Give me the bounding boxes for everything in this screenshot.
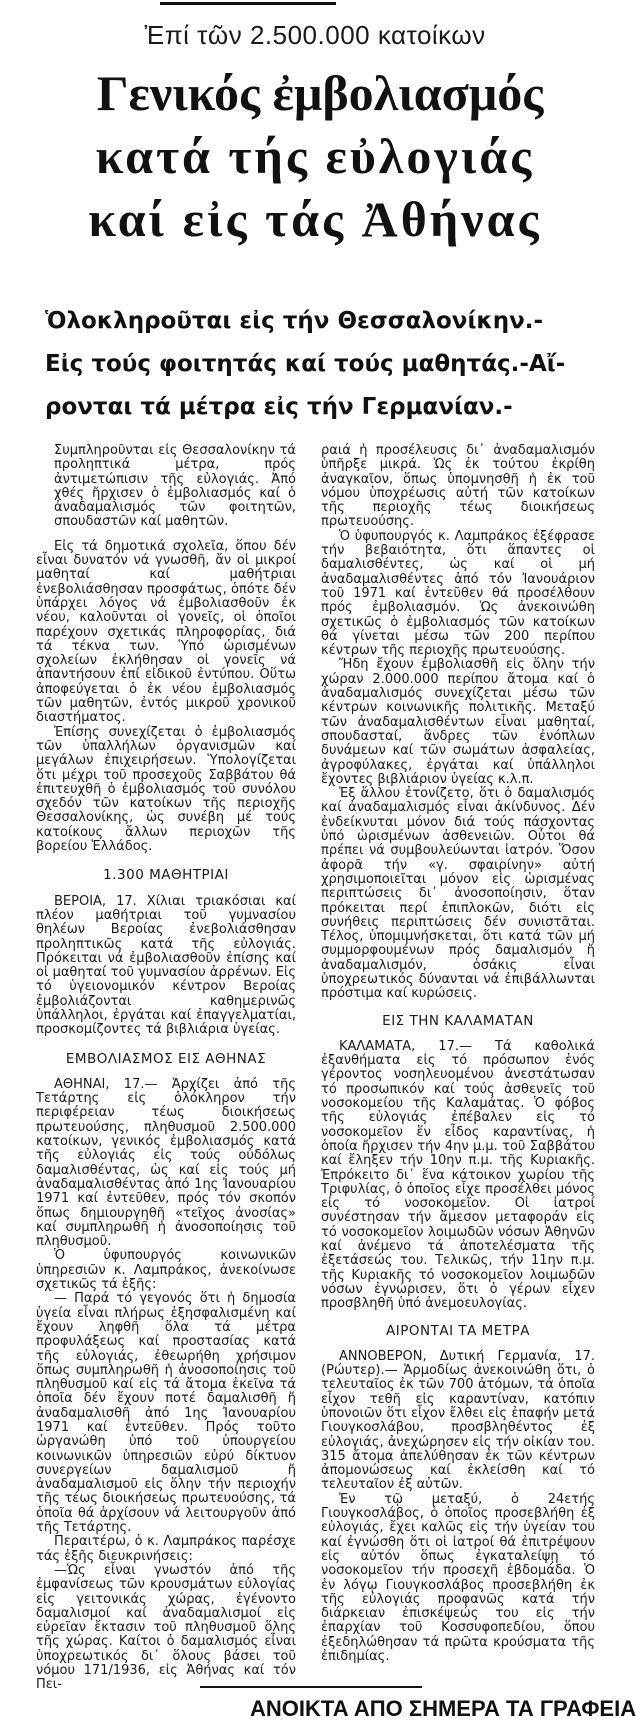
body-paragraph: —Ὡς εἶναι γνωστόν ἀπό τῆς ἐμφανίσεως τῶν κρουσμάτων εὐλογίας εἰς γειτονικάς χώρας, ἐγένοντο δαμαλισμοί καί ἀναδαμαλισμοί εἰς εὐρεῖαν ἔκτασιν τοῦ πληθυσμοῦ ὅλης τῆς χώρας. Καίτοι ὁ δαμαλισμός εἶναι ὑποχρεωτικός δι᾽ ὅλους βάσει τοῦ νόμου 171/1936, εἰς Ἀθήνας καί τόν Πει- — [36, 1562, 296, 1693]
subhead-line-1: Ὁλοκληροῦται εἰς τήν Θεσσαλονίκην.- — [45, 308, 544, 334]
headline-line-3: καί εἰς τάς Ἀθήνας — [88, 191, 542, 247]
left-column — [36, 444, 296, 1693]
continued-paragraph: ραιά ἡ προσέλευσις δι᾽ ἀναδαμαλισμόν ὑπῆρξε μικρά. Ὡς ἐκ τούτου ἐκρίθη ἀναγκαῖον, ὅπως ὑπομνησθῆ ἡ ἐκ τοῦ νόμου ὑποχρέωσις αὐτή τῶν κατοίκων τῆς περιοχῆς τέως διοικήσεως πρωτευούσης. — [321, 443, 595, 530]
right-column — [321, 444, 595, 1664]
body-paragraph: ΚΑΛΑΜΑΤΑ, 17.— Τά καθολικά ἐξανθήματα εἰς τό πρόσωπον ἑνός γέροντος νοσηλευομένου ἀνεστάτωσαν τό προσωπικόν καί τούς ἀσθενεῖς τοῦ νοσοκομείου τῆς Καλαμάτας. Ὁ φόβος τῆς εὐλογιάς ἐπέβαλεν εἰς τό νοσοκομεῖον ἕν εἶδος καραντίνας, ἡ ὁποία ἤρχισεν τήν 4ην μ.μ. τοῦ Σαββάτου καί ἔληξεν τήν 10ην π.μ. τῆς Κυριακῆς. Ἐπρόκειτο δι᾽ ἕνα κάτοικον χωρίου τῆς Τριφυλίας, ὁ ὁποῖος εἶχε προσέλθει μόνος εἰς τό νοσοκομεῖον. Οἱ ἰατροί συνέστησαν τήν ἄμεσον μεταφοράν εἰς τό νοσοκομεῖον λοιμωδῶν νόσων Ἀθηνῶν καί ἀνέμενο τά ἀποτελέσματα τῆς ἐξετάσεώς του. Τελικῶς, τήν 11ην π.μ. τῆς Κυριακῆς τό νοσοκομεῖον λοιμωδῶν νόσων ἐγνώρισεν, ὅτι ὁ γέρων εἶχεν προσβληθῆ ὑπό ἀνεμοευλογίας. — [321, 1038, 595, 1312]
main-headline — [0, 62, 630, 251]
lead-paragraph: Συμπληροῦνται εἰς Θεσσαλονίκην τά προληπτικά μέτρα, πρός ἀντιμετώπισιν τῆς εὐλογιάς. Ἀπό χθές ἤρχισεν ὁ ἐμβολιασμός καί ὁ ἀναδαμαλισμός τῶν φοιτητῶν, σπουδαστῶν καί μαθητῶν. — [54, 443, 296, 530]
subhead-line-2: Εἰς τούς φοιτητάς καί τούς μαθητάς.-Αἴ- — [45, 351, 566, 377]
headline-line-2: κατά τής εὐλογιάς — [95, 128, 535, 184]
body-paragraph: ΑΝΝΟΒΕΡΟΝ, Δυτική Γερμανία, 17. (Ρώυτερ).— Ἁρμοδίως ἀνεκοινώθη ὅτι, ὁ τελευταῖος ἐκ τῶν 700 ἀτόμων, τά ὁποῖα εἶχον τεθῆ εἰς καραντίναν, κατόπιν ὑπονοιῶν ὅτι εἶχον ἔλθει εἰς ἐπαφήν μετά Γιουγκοσλάβου, προσβληθέντος ἐξ εὐλογιάς, ἀνεχώρησεν εἰς τήν οἰκίαν του. 315 ἄτομα ἀπελύθησαν ἐκ τῶν κέντρων ἀπομονώσεως καί ἐκλείσθη καί τό τελευταῖον ἐξ αὐτῶν. — [321, 1348, 595, 1493]
top-rule-divider — [160, 2, 336, 5]
subhead-line-3: ρονται τά μέτρα εἰς τήν Γερμανίαν.- — [45, 394, 513, 420]
section-heading-athens: ΕΜΒΟΛΙΑΣΜΟΣ ΕΙΣ ΑΘΗΝΑΣ — [65, 1050, 267, 1067]
body-paragraph: Ἐξ ἄλλου ἐτονίζετο, ὅτι ὁ δαμαλισμός καί ἀναδαμαλισμός εἶναι ἀκίνδυνος. Δέν ἐνδείκνυται μόνον διά τούς πάσχοντας ὑπό ὡρισμένων ἀσθενειῶν. Οὗτοι θά πρέπει νά συμβουλεύωνται ἰατρόν. Ὅσον ἀφορᾶ τήν «γ. σφαιρίνην» αὐτή χρησιμοποιεῖται μόνον εἰς ὡρισμένας περιπτώσεις δι᾽ ἀνοσοποίησιν, ὅταν πρόκειται περί ἐπιπλοκῶν, διότι εἰς συνήθεις περιπτώσεις δέν συνιστᾶται. Τέλος, ὑπομιμνήσκεται, ὅτι κατά τῶν μή συμμορφουμένων πρός δαμαλισμόν ἤ ἀναδαμαλισμόν, ὁσάκις εἶναι ὑποχρεωτικός δύνανται νά ἐπιβάλλωνται πρόστιμα καί κυρώσεις. — [321, 786, 595, 1002]
section-heading-measures-lifted: ΑΙΡΟΝΤΑΙ ΤΑ ΜΕΤΡΑ — [386, 1322, 530, 1339]
body-paragraph: Ἐπίσης συνεχίζεται ὁ ἐμβολιασμός τῶν ὑπαλλήλων ὀργανισμῶν καί μεγάλων ἐπιχειρήσεων. Ὑπολογίζεται ὅτι μέχρι τοῦ προσεχοῦς Σαββάτου θά ἐπιτευχθῆ ὁ ἐμβολιασμός τοῦ συνόλου σχεδόν τῶν κατοίκων τῆς περιοχῆς Θεσσαλονίκης, ὡς συνέβη μέ τούς κατοίκους ἄλλων περιοχῶν τῆς βορείου Ἑλλάδος. — [36, 724, 296, 855]
subheadline — [45, 300, 605, 429]
body-paragraph: Ὁ ὑφυπουργός κοινωνικῶν ὑπηρεσιῶν κ. Λαμπράκος, ἀνεκοίνωσε σχετικῶς τά ἑξῆς: — [36, 1248, 296, 1293]
body-paragraph: ΑΘΗΝΑΙ, 17.— Ἀρχίζει ἀπό τῆς Τετάρτης εἰς ὁλόκληρον τήν περιφέρειαν τέως διοικήσεως πρωτευούσης, πληθυσμοῦ 2.500.000 κατοίκων, γενικός ἐμβολιασμός κατά τῆς εὐλογιάς εἰς τούς οὐδόλως δαμαλισθέντας, ὡς καί εἰς τούς μή ἀναδαμαλισθέντας ἀπό 1ης Ἰανουαρίου 1971 καί ἐντεῦθεν, πρός τόν σκοπόν ὅπως δημιουργηθῆ «τεῖχος ἀνοσίας» καί συμπληρωθῆ ἡ ἀνοσοποίησις τοῦ πληθυσμοῦ. — [36, 1076, 296, 1250]
section-heading-veroia: 1.300 ΜΑΘΗΤΡΙΑΙ — [103, 867, 229, 884]
body-paragraph: Ἤδη ἔχουν ἐμβολιασθῆ εἰς ὅλην τήν χώραν 2.000.000 περίπου ἄτομα καί ὁ ἀναδαμαλισμός συνεχίζεται μέσω τῶν κέντρων κοινωνικῆς πολιτικῆς. Μεταξύ τῶν ἀναδαμαλισθέντων εἶναι μαθηταί, σπουδασταί, ἄνδρες τῶν ἐνόπλων δυνάμεων καί τῶν σωμάτων ἀσφαλείας, ἀγροφύλακες, ἐργάται καί ὑπάλληλοι ἔχοντες βιβλιάριον ὑγείας κ.λ.π. — [321, 657, 595, 787]
body-paragraph: Εἰς τά δημοτικά σχολεῖα, ὅπου δέν εἶναι δυνατόν νά γνωσθῆ, ἄν οἱ μικροί μαθηταί καί μαθήτριαι ἐνεβολιάσθησαν προσφάτως, ὁπότε δέν ὑπάρχει λόγος νά ἐμβολιασθοῦν ἐκ νέου, καλοῦνται οἱ γονεῖς, οἱ ὁποῖοι παρέχουν σχετικάς πληροφορίας, διά τά τέκνα των. Ὑπό ὡρισμένων σχολείων ἐκλήθησαν οἱ γονεῖς νά ἀπαντήσουν ἐπί εἰδικοῦ ἐντύπου. Οὕτω ἀποφεύγεται ὁ ἐκ νέου ἐμβολιασμός τῶν μαθητῶν, ἐντός μικροῦ χρονικοῦ διαστήματος. — [36, 538, 296, 726]
body-paragraph: — Παρά τό γεγονός ὅτι ἡ δημοσία ὑγεία εἶναι πλήρως ἐξησφαλισμένη καί ἔχουν ληφθῆ ὅλα τά μέτρα προφυλάξεως καί προστασίας κατά τῆς εὐλογιάς, ἐθεωρήθη χρήσιμον ὅπως συμπληρωθῆ ἡ ἀνοσοποίησις τοῦ πληθυσμοῦ καί εἰς τά ἄτομα ἐκεῖνα τά ὁποῖα δέν ἔχουν ποτέ δαμαλισθῆ ἤ ἀναδαμαλισθῆ ἀπό 1ης Ἰανουαρίου 1971 καί ἐντεῦθεν. Πρός τοῦτο ὠργανώθη ὑπό τοῦ ὑπουργείου κοινωνικῶν ὑπηρεσιῶν εὐρύ δίκτυον συνεργείων δαμαλισμοῦ ἤ ἀναδαμαλισμοῦ εἰς ὅλην τήν περιοχήν τῆς τέως διοικήσεως πρωτευούσης, τά ὁποῖα θά ἀρχίσουν νά λειτουργοῦν ἀπό τῆς Τετάρτης. — [36, 1291, 296, 1536]
body-paragraph: ΒΕΡΟΙΑ, 17. Χίλιαι τριακόσιαι καί πλέον μαθήτριαι τοῦ γυμνασίου θηλέων Βεροίας ἐνεβολιάσθησαν προληπτικῶς κατά τῆς εὐλογιάς. Πρόκειται νά ἐμβολιασθοῦν ἐπίσης καί οἱ μαθηταί τοῦ γυμνασίου ἀρρένων. Εἰς τό ὑγειονομικόν κέντρον Βεροίας ἐμβολιάζονται καθημερινῶς ὑπάλληλοι, ἐργάται καί ἐπαγγελματίαι, προσκομίζοντες τά βιβλιάρια ὑγείας. — [36, 893, 296, 1038]
body-paragraph: Ἐν τῷ μεταξύ, ὁ 24ετής Γιουγκοσλάβος, ὁ ὁποῖος προσεβλήθη ἐξ εὐλογιάς, ἔχει καλῶς εἰς τήν ὑγείαν του καί ἐγνώσθη ὅτι οἱ ἰατροί θά ἐπιτρέψουν εἰς αὐτόν ὅπως ἐγκαταλείψῃ τό νοσοκομεῖον τήν προσεχῆ ἑβδομάδα. Ὁ ἐν λόγῳ Γιουγκοσλάβος προσεβλήθη ἐκ τῆς εὐλογιάς προφανῶς κατά τήν διάρκειαν ἐπισκέψεώς του εἰς τήν ἐπαρχίαν τοῦ Κοσσυφοπεδίου, ὅπου ἐξεδηλώθησαν τά πρῶτα κρούσματα τῆς ἐπιδημίας. — [321, 1491, 595, 1665]
kicker-line: Ἐπί τῶν 2.500.000 κατοίκων — [144, 20, 486, 50]
body-paragraph: Ὁ ὑφυπουργός κ. Λαμπράκος ἐξέφρασε τήν βεβαιότητα, ὅτι ἅπαντες οἱ δαμαλισθέντες, ὡς καί οἱ μή ἀναδαμαλισθέντες ἀπό τόν Ἰανουάριον τοῦ 1971 καί ἐντεῦθεν θά προσέλθουν πρός ἐμβολιασμόν. Ὡς ἀνεκοινώθη σχετικῶς ὁ ἐμβολιασμός τῶν κατοίκων θά γίνεται μέσω τῶν 200 περίπου κέντρων τῆς περιοχῆς πρωτευούσης. — [321, 528, 595, 659]
section-heading-kalamata: ΕΙΣ ΤΗΝ ΚΑΛΑΜΑΤΑΝ — [382, 1012, 534, 1029]
headline-line-1: Γενικός ἐμβολιασμός — [96, 65, 544, 121]
next-article-headline-cut — [250, 1696, 636, 1721]
bottom-rule-divider — [200, 1686, 422, 1688]
next-article-headline: ΑΝΟΙΚΤΑ ΑΠΟ ΣΗΜΕΡΑ ΤΑ ΓΡΑΦΕΙΑ — [250, 1696, 636, 1721]
body-paragraph: Περαιτέρω, ὁ κ. Λαμπράκος παρέσχε τάς ἑξῆς διευκρινήσεις: — [36, 1534, 296, 1564]
